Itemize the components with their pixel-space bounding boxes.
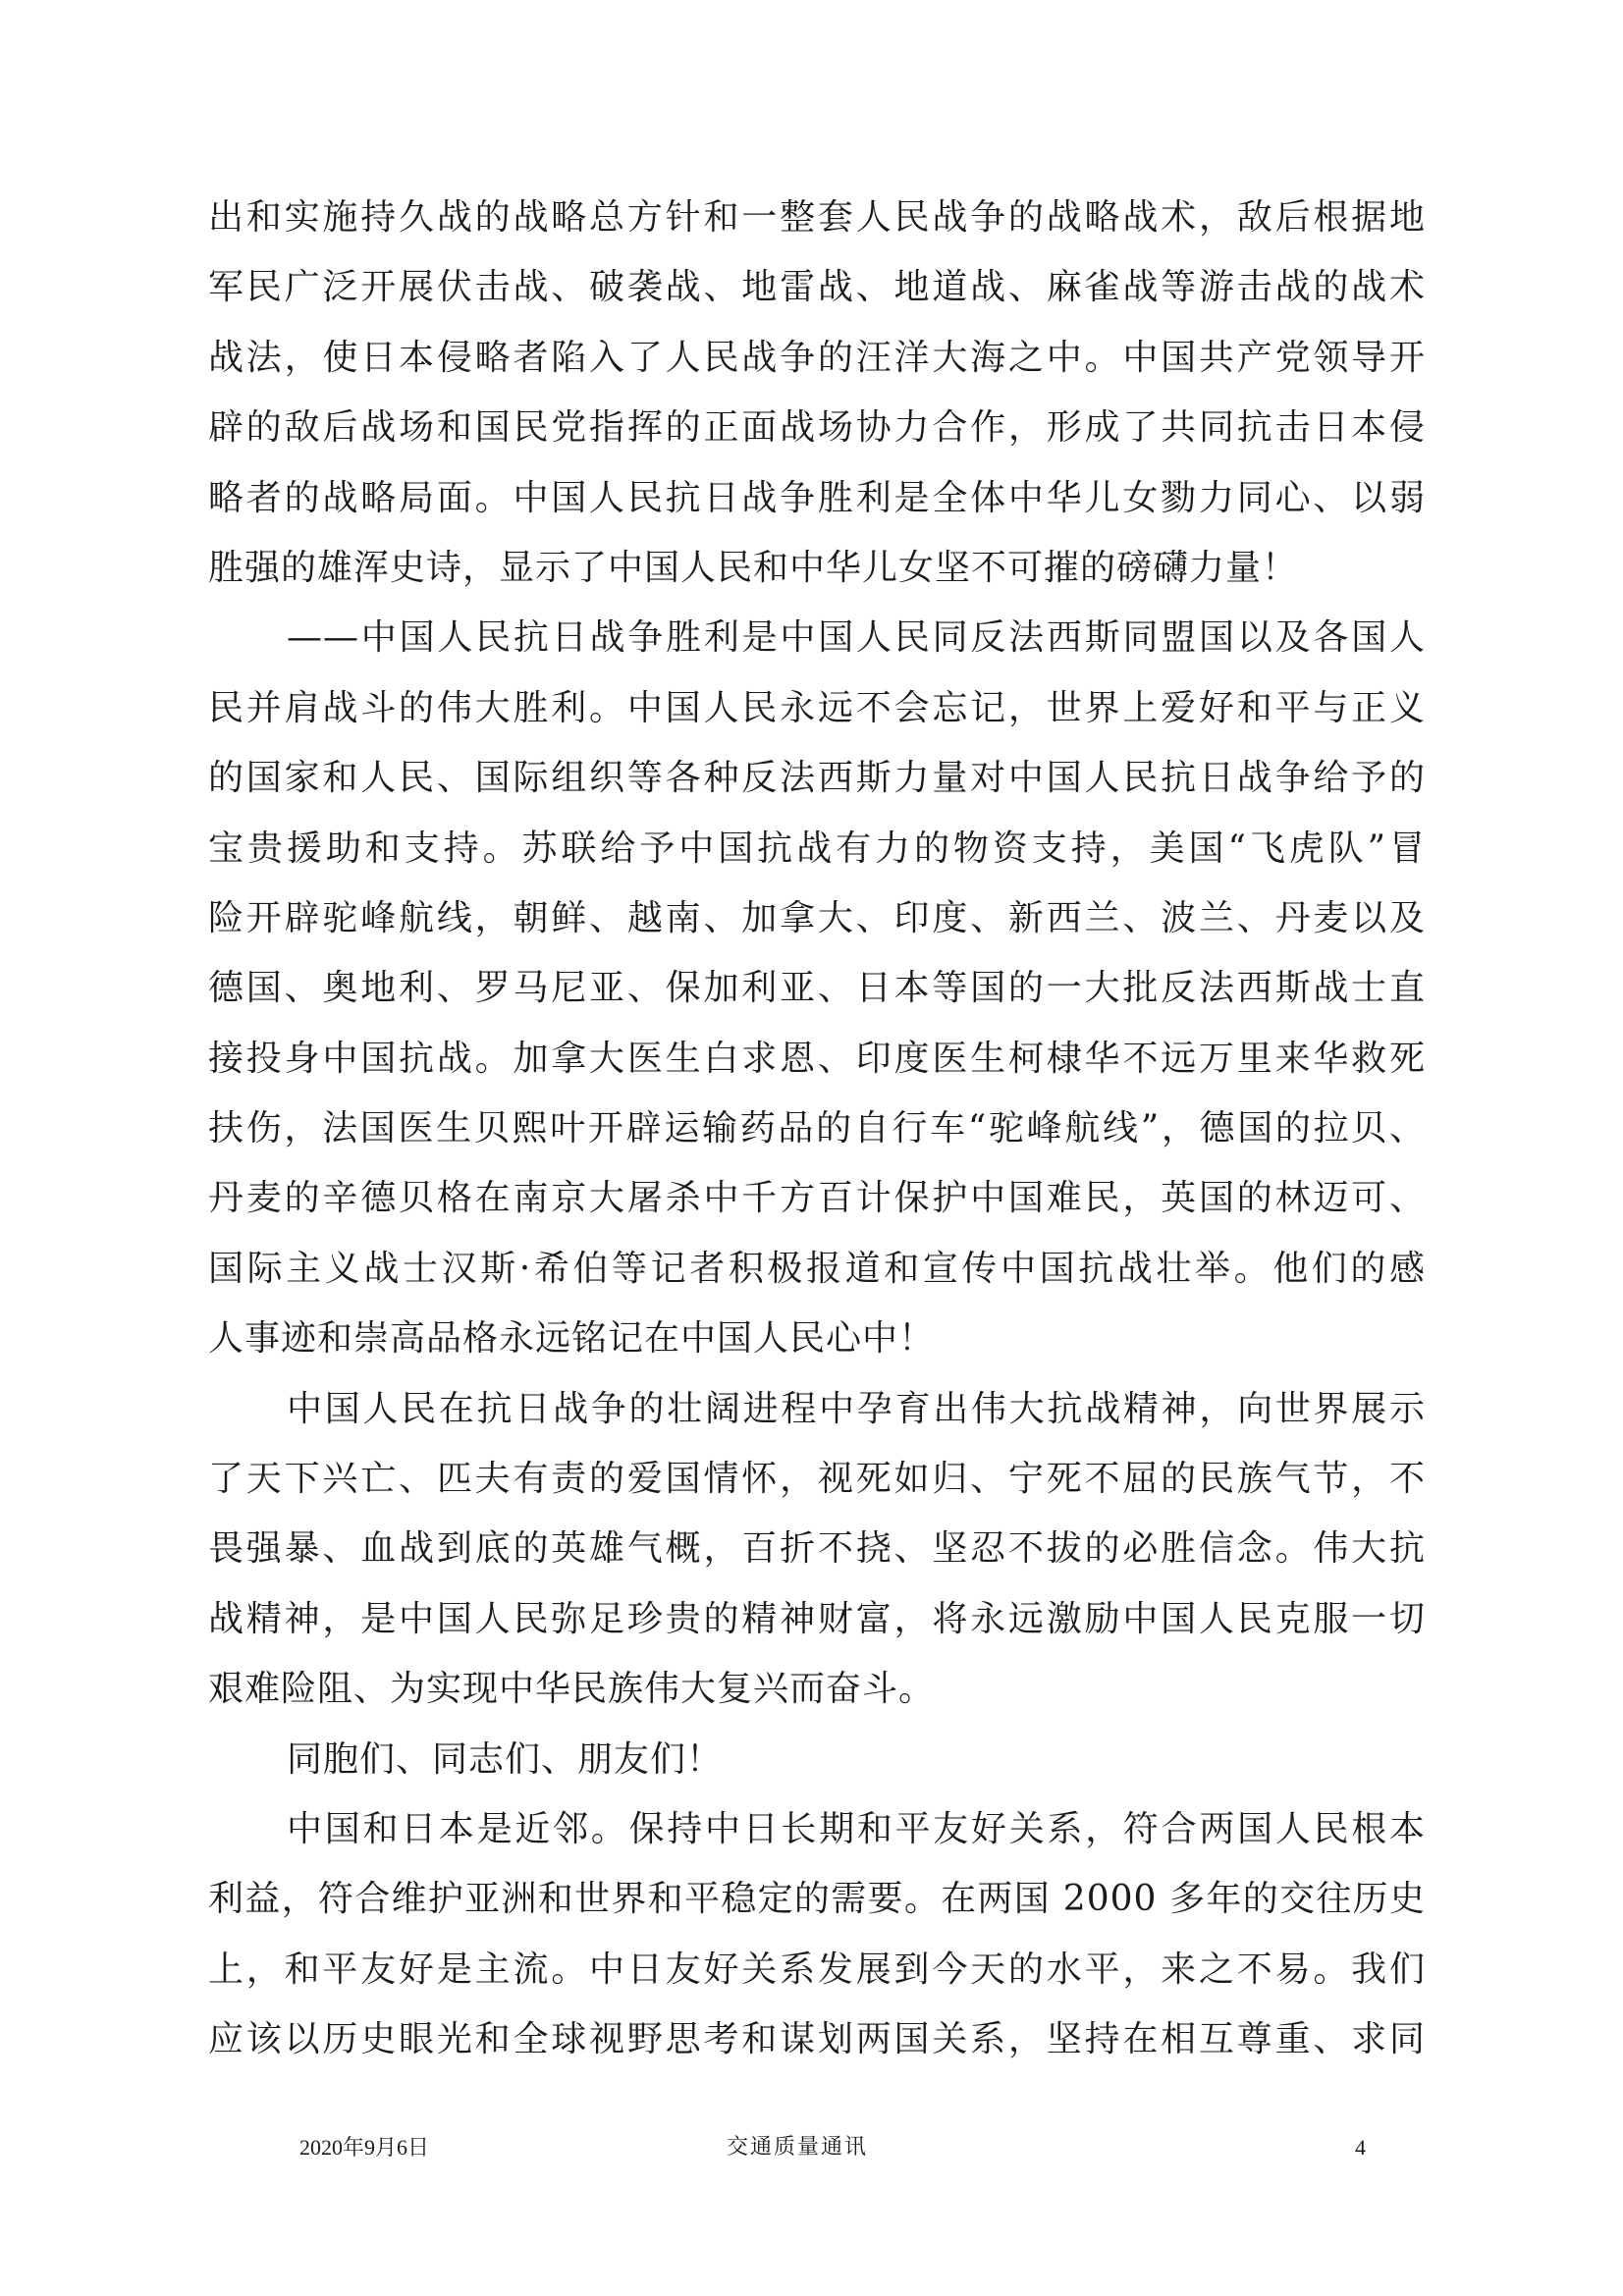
text-line: 的国家和人民、国际组织等各种反法西斯力量对中国人民抗日战争给予的 xyxy=(208,758,1426,799)
text-line: 上，和平友好是主流。中日友好关系发展到今天的水平，来之不易。我们 xyxy=(208,1949,1426,1990)
text-line: 民并肩战斗的伟大胜利。中国人民永远不会忘记，世界上爱好和平与正义 xyxy=(208,687,1426,728)
footer-date: 2020年9月6日 xyxy=(299,2135,430,2160)
text-line: 中国人民在抗日战争的壮阔进程中孕育出伟大抗战精神，向世界展示 xyxy=(287,1388,1426,1429)
text-line: 应该以历史眼光和全球视野思考和谋划两国关系，坚持在相互尊重、求同 xyxy=(208,2019,1426,2060)
text-line: 战精神，是中国人民弥足珍贵的精神财富，将永远激励中国人民克服一切 xyxy=(208,1598,1426,1639)
text-line: 险开辟驼峰航线，朝鲜、越南、加拿大、印度、新西兰、波兰、丹麦以及 xyxy=(208,897,1426,938)
text-line: 胜强的雄浑史诗，显示了中国人民和中华儿女坚不可摧的磅礴力量！ xyxy=(208,547,1299,588)
footer-publication-title: 交通质量通讯 xyxy=(727,2135,869,2160)
text-line: 畏强暴、血战到底的英雄气概，百折不挠、坚忍不拔的必胜信念。伟大抗 xyxy=(208,1528,1426,1570)
text-line: 德国、奥地利、罗马尼亚、保加利亚、日本等国的一大批反法西斯战士直 xyxy=(208,968,1426,1009)
text-line: 丹麦的辛德贝格在南京大屠杀中千方百计保护中国难民，英国的林迈可、 xyxy=(208,1178,1426,1219)
text-line: 中国和日本是近邻。保持中日长期和平友好关系，符合两国人民根本 xyxy=(287,1808,1426,1849)
text-line: 扶伤，法国医生贝熙叶开辟运输药品的自行车“驼峰航线”，德国的拉贝、 xyxy=(208,1108,1426,1149)
text-line: 利益，符合维护亚洲和世界和平稳定的需要。在两国 2000 多年的交往历史 xyxy=(208,1879,1426,1920)
body-text xyxy=(208,183,1426,2075)
page-footer xyxy=(0,2128,1623,2167)
text-line: 辟的敌后战场和国民党指挥的正面战场协力合作，形成了共同抗击日本侵 xyxy=(208,407,1426,449)
text-line: 出和实施持久战的战略总方针和一整套人民战争的战略战术，敌后根据地 xyxy=(208,197,1426,238)
text-line: 艰难险阻、为实现中华民族伟大复兴而奋斗。 xyxy=(208,1669,936,1710)
text-line: 军民广泛开展伏击战、破袭战、地雷战、地道战、麻雀战等游击战的战术 xyxy=(208,267,1426,308)
text-line: 接投身中国抗战。加拿大医生白求恩、印度医生柯棣华不远万里来华救死 xyxy=(208,1038,1426,1079)
page-number: 4 xyxy=(1355,2135,1366,2160)
text-line: 略者的战略局面。中国人民抗日战争胜利是全体中华儿女勠力同心、以弱 xyxy=(208,477,1426,518)
text-line: 同胞们、同志们、朋友们！ xyxy=(287,1738,724,1780)
text-line: 宝贵援助和支持。苏联给予中国抗战有力的物资支持，美国“飞虎队”冒 xyxy=(208,828,1426,869)
text-line: ——中国人民抗日战争胜利是中国人民同反法西斯同盟国以及各国人 xyxy=(287,617,1426,659)
text-line: 了天下兴亡、匹夫有责的爱国情怀，视死如归、宁死不屈的民族气节，不 xyxy=(208,1459,1426,1500)
text-line: 国际主义战士汉斯·希伯等记者积极报道和宣传中国抗战壮举。他们的感 xyxy=(208,1248,1426,1289)
text-line: 人事迹和崇高品格永远铭记在中国人民心中！ xyxy=(208,1318,936,1360)
text-line: 战法，使日本侵略者陷入了人民战争的汪洋大海之中。中国共产党领导开 xyxy=(208,337,1426,378)
